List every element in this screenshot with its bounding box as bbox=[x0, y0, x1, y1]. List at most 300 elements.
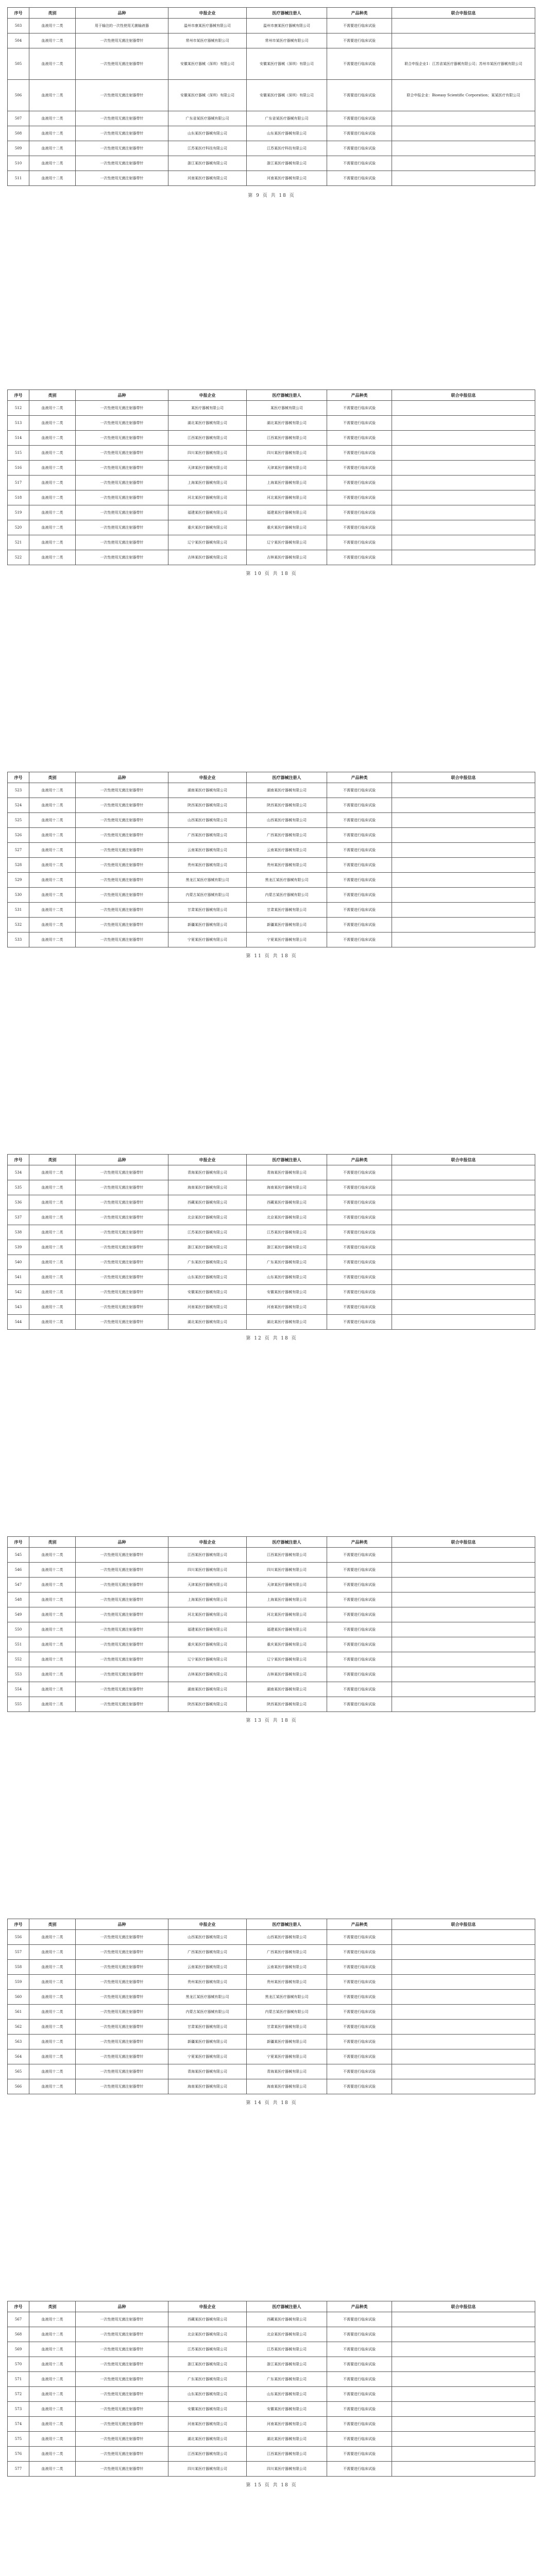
cell-joint-info bbox=[392, 2432, 535, 2447]
registration-table bbox=[7, 389, 535, 565]
table-row bbox=[8, 535, 535, 550]
cell-product-kind: 不需要进行临床试验 bbox=[327, 2357, 392, 2372]
cell-registrant: 江苏某医疗科技有限公司 bbox=[247, 141, 327, 156]
cell-serial: 552 bbox=[8, 1652, 29, 1667]
cell-applicant: 吉林某医疗器械有限公司 bbox=[168, 550, 247, 565]
cell-applicant: 浙江某医疗器械有限公司 bbox=[168, 1240, 247, 1255]
cell-product: 一次性使用无菌注射器带针 bbox=[76, 446, 168, 461]
cell-registrant: 四川某医疗器械有限公司 bbox=[247, 446, 327, 461]
cell-joint-info bbox=[392, 873, 535, 888]
cell-product-kind: 不需要进行临床试验 bbox=[327, 1697, 392, 1712]
cell-product: 一次性使用无菌注射器带针 bbox=[76, 1210, 168, 1225]
cell-product-kind: 不需要进行临床试验 bbox=[327, 858, 392, 873]
cell-registrant: 江西某医疗器械有限公司 bbox=[247, 431, 327, 446]
cell-product: 一次性使用无菌注射器带针 bbox=[76, 2064, 168, 2079]
cell-serial: 572 bbox=[8, 2387, 29, 2402]
column-header: 申报企业 bbox=[168, 390, 247, 401]
cell-category: 血液用十二类 bbox=[29, 476, 76, 490]
column-header: 产品种类 bbox=[327, 2301, 392, 2312]
cell-product-kind: 不需要进行临床试验 bbox=[327, 1285, 392, 1300]
column-header: 联合申报信息 bbox=[392, 1919, 535, 1930]
cell-serial: 573 bbox=[8, 2402, 29, 2417]
cell-joint-info bbox=[392, 1165, 535, 1180]
cell-applicant: 四川某医疗器械有限公司 bbox=[168, 2462, 247, 2477]
column-header: 序号 bbox=[8, 2301, 29, 2312]
cell-product-kind: 不需要进行临床试验 bbox=[327, 1300, 392, 1315]
cell-applicant: 青海某医疗器械有限公司 bbox=[168, 2064, 247, 2079]
cell-product: 一次性使用无菌注射器带针 bbox=[76, 1563, 168, 1578]
cell-serial: 548 bbox=[8, 1592, 29, 1607]
cell-joint-info: 联合申报企业：Bioeasy Scientific Corporation；某某医疗有限公司 bbox=[392, 80, 535, 111]
cell-category: 血液用十二类 bbox=[29, 19, 76, 33]
cell-serial: 557 bbox=[8, 1945, 29, 1960]
cell-category: 血液用十二类 bbox=[29, 2462, 76, 2477]
cell-applicant: 辽宁某医疗器械有限公司 bbox=[168, 535, 247, 550]
table-header-row bbox=[8, 772, 535, 783]
cell-applicant: 贵州某医疗器械有限公司 bbox=[168, 858, 247, 873]
column-header: 医疗器械注册人 bbox=[247, 390, 327, 401]
cell-product: 一次性使用无菌注射器带针 bbox=[76, 1667, 168, 1682]
cell-joint-info bbox=[392, 2402, 535, 2417]
cell-category: 血液用十二类 bbox=[29, 1607, 76, 1622]
cell-joint-info bbox=[392, 1607, 535, 1622]
column-header: 类别 bbox=[29, 1155, 76, 1165]
cell-joint-info bbox=[392, 1563, 535, 1578]
cell-category: 血液用十二类 bbox=[29, 2357, 76, 2372]
cell-joint-info bbox=[392, 1697, 535, 1712]
table-row bbox=[8, 843, 535, 858]
cell-product: 一次性使用无菌注射器带针 bbox=[76, 1945, 168, 1960]
cell-product: 一次性使用无菌注射器带针 bbox=[76, 2387, 168, 2402]
cell-serial: 554 bbox=[8, 1682, 29, 1697]
cell-category: 血液用十二类 bbox=[29, 461, 76, 476]
cell-product-kind: 不需要进行临床试验 bbox=[327, 2402, 392, 2417]
cell-category: 血液用十二类 bbox=[29, 111, 76, 126]
cell-category: 血液用十二类 bbox=[29, 2049, 76, 2064]
cell-product-kind: 不需要进行临床试验 bbox=[327, 1240, 392, 1255]
column-header: 品种 bbox=[76, 1537, 168, 1548]
cell-joint-info bbox=[392, 933, 535, 947]
table-row bbox=[8, 1682, 535, 1697]
cell-product-kind: 不需要进行临床试验 bbox=[327, 918, 392, 933]
cell-serial: 510 bbox=[8, 156, 29, 171]
cell-category: 血液用十二类 bbox=[29, 126, 76, 141]
column-header: 类别 bbox=[29, 1537, 76, 1548]
cell-registrant: 广西某医疗器械有限公司 bbox=[247, 1945, 327, 1960]
column-header: 产品种类 bbox=[327, 1537, 392, 1548]
table-row bbox=[8, 1165, 535, 1180]
cell-product-kind: 不需要进行临床试验 bbox=[327, 19, 392, 33]
column-header: 序号 bbox=[8, 8, 29, 19]
cell-serial: 526 bbox=[8, 828, 29, 843]
cell-joint-info bbox=[392, 1210, 535, 1225]
table-row bbox=[8, 1607, 535, 1622]
cell-product: 一次性使用无菌注射器带针 bbox=[76, 401, 168, 416]
cell-joint-info bbox=[392, 2020, 535, 2035]
cell-category: 血液用十二类 bbox=[29, 2079, 76, 2094]
table-row bbox=[8, 1285, 535, 1300]
cell-product: 一次性使用无菌注射器带针 bbox=[76, 2327, 168, 2342]
column-header: 医疗器械注册人 bbox=[247, 772, 327, 783]
cell-category: 血液用十二类 bbox=[29, 1240, 76, 1255]
cell-product: 一次性使用无菌注射器带针 bbox=[76, 476, 168, 490]
table-row bbox=[8, 1990, 535, 2005]
cell-joint-info bbox=[392, 1960, 535, 1975]
cell-joint-info bbox=[392, 2357, 535, 2372]
cell-registrant: 青海某医疗器械有限公司 bbox=[247, 1165, 327, 1180]
table-row bbox=[8, 2372, 535, 2387]
cell-applicant: 广东某医疗器械有限公司 bbox=[168, 2372, 247, 2387]
cell-registrant: 河南某医疗器械有限公司 bbox=[247, 171, 327, 186]
cell-product-kind: 不需要进行临床试验 bbox=[327, 2372, 392, 2387]
cell-product-kind: 不需要进行临床试验 bbox=[327, 141, 392, 156]
cell-serial: 505 bbox=[8, 48, 29, 80]
cell-serial: 566 bbox=[8, 2079, 29, 2094]
column-header: 联合申报信息 bbox=[392, 8, 535, 19]
cell-product-kind: 不需要进行临床试验 bbox=[327, 1180, 392, 1195]
cell-product-kind: 不需要进行临床试验 bbox=[327, 1195, 392, 1210]
cell-serial: 559 bbox=[8, 1975, 29, 1990]
cell-category: 血液用十二类 bbox=[29, 1195, 76, 1210]
document-page bbox=[0, 1911, 543, 2282]
cell-applicant: 山西某医疗器械有限公司 bbox=[168, 1930, 247, 1945]
cell-joint-info bbox=[392, 461, 535, 476]
cell-registrant: 贵州某医疗器械有限公司 bbox=[247, 858, 327, 873]
column-header: 序号 bbox=[8, 390, 29, 401]
cell-product-kind: 不需要进行临床试验 bbox=[327, 1270, 392, 1285]
table-row bbox=[8, 1622, 535, 1637]
table-row bbox=[8, 1225, 535, 1240]
cell-product: 一次性使用无菌注射器带针 bbox=[76, 33, 168, 48]
cell-applicant: 湖北某医疗器械有限公司 bbox=[168, 416, 247, 431]
cell-applicant: 江苏某医疗科技有限公司 bbox=[168, 141, 247, 156]
column-header: 序号 bbox=[8, 1155, 29, 1165]
cell-serial: 551 bbox=[8, 1637, 29, 1652]
cell-product: 用于输注的一次性使用无菌输液器 bbox=[76, 19, 168, 33]
cell-product: 一次性使用无菌注射器带针 bbox=[76, 2020, 168, 2035]
cell-product-kind: 不需要进行临床试验 bbox=[327, 1667, 392, 1682]
cell-registrant: 浙江某医疗器械有限公司 bbox=[247, 1240, 327, 1255]
table-row bbox=[8, 126, 535, 141]
cell-product-kind: 不需要进行临床试验 bbox=[327, 1165, 392, 1180]
cell-applicant: 山东某医疗器械有限公司 bbox=[168, 1270, 247, 1285]
cell-product-kind: 不需要进行临床试验 bbox=[327, 2327, 392, 2342]
cell-serial: 542 bbox=[8, 1285, 29, 1300]
cell-category: 血液用十二类 bbox=[29, 1975, 76, 1990]
cell-joint-info bbox=[392, 888, 535, 903]
cell-category: 血液用十二类 bbox=[29, 2342, 76, 2357]
cell-product: 一次性使用无菌注射器带针 bbox=[76, 126, 168, 141]
cell-applicant: 江苏某医疗器械有限公司 bbox=[168, 1225, 247, 1240]
cell-joint-info bbox=[392, 1225, 535, 1240]
cell-category: 血液用十二类 bbox=[29, 1622, 76, 1637]
cell-product-kind: 不需要进行临床试验 bbox=[327, 1652, 392, 1667]
cell-registrant: 江苏某医疗器械有限公司 bbox=[247, 2342, 327, 2357]
cell-applicant: 温州市康某医疗器械有限公司 bbox=[168, 19, 247, 33]
cell-serial: 546 bbox=[8, 1563, 29, 1578]
cell-product: 一次性使用无菌注射器带针 bbox=[76, 490, 168, 505]
cell-registrant: 山东某医疗器械有限公司 bbox=[247, 126, 327, 141]
cell-category: 血液用十二类 bbox=[29, 873, 76, 888]
cell-category: 血液用十二类 bbox=[29, 1210, 76, 1225]
table-row bbox=[8, 1315, 535, 1330]
cell-joint-info bbox=[392, 1622, 535, 1637]
page-number: 第 10 页 共 18 页 bbox=[246, 571, 297, 577]
cell-serial: 532 bbox=[8, 918, 29, 933]
cell-joint-info bbox=[392, 1548, 535, 1563]
cell-joint-info bbox=[392, 2462, 535, 2477]
cell-registrant: 北京某医疗器械有限公司 bbox=[247, 1210, 327, 1225]
cell-applicant: 北京某医疗器械有限公司 bbox=[168, 2327, 247, 2342]
cell-applicant: 贵州某医疗器械有限公司 bbox=[168, 1975, 247, 1990]
cell-product-kind: 不需要进行临床试验 bbox=[327, 873, 392, 888]
cell-category: 血液用十二类 bbox=[29, 888, 76, 903]
cell-product-kind: 不需要进行临床试验 bbox=[327, 1548, 392, 1563]
cell-product-kind: 不需要进行临床试验 bbox=[327, 535, 392, 550]
cell-registrant: 四川某医疗器械有限公司 bbox=[247, 1563, 327, 1578]
cell-applicant: 陕西某医疗器械有限公司 bbox=[168, 798, 247, 813]
table-row bbox=[8, 873, 535, 888]
cell-product-kind: 不需要进行临床试验 bbox=[327, 1945, 392, 1960]
cell-product-kind: 不需要进行临床试验 bbox=[327, 1960, 392, 1975]
cell-applicant: 宁夏某医疗器械有限公司 bbox=[168, 2049, 247, 2064]
cell-joint-info bbox=[392, 2327, 535, 2342]
page-number: 第 9 页 共 18 页 bbox=[248, 193, 295, 198]
cell-applicant: 湖北某医疗器械有限公司 bbox=[168, 1315, 247, 1330]
cell-registrant: 湖北某医疗器械有限公司 bbox=[247, 416, 327, 431]
cell-product: 一次性使用无菌注射器带针 bbox=[76, 505, 168, 520]
cell-joint-info bbox=[392, 903, 535, 918]
cell-category: 血液用十二类 bbox=[29, 1697, 76, 1712]
cell-product: 一次性使用无菌注射器带针 bbox=[76, 2462, 168, 2477]
cell-serial: 521 bbox=[8, 535, 29, 550]
cell-serial: 536 bbox=[8, 1195, 29, 1210]
column-header: 联合申报信息 bbox=[392, 1537, 535, 1548]
cell-applicant: 湖南某医疗器械有限公司 bbox=[168, 783, 247, 798]
column-header: 品种 bbox=[76, 2301, 168, 2312]
cell-serial: 509 bbox=[8, 141, 29, 156]
cell-applicant: 陕西某医疗器械有限公司 bbox=[168, 1697, 247, 1712]
cell-product-kind: 不需要进行临床试验 bbox=[327, 843, 392, 858]
cell-category: 血液用十二类 bbox=[29, 2417, 76, 2432]
cell-joint-info bbox=[392, 798, 535, 813]
table-row bbox=[8, 858, 535, 873]
cell-category: 血液用十二类 bbox=[29, 401, 76, 416]
cell-joint-info bbox=[392, 550, 535, 565]
table-row bbox=[8, 783, 535, 798]
document-page bbox=[0, 765, 543, 1136]
registration-table bbox=[7, 2301, 535, 2477]
cell-product: 一次性使用无菌注射器带针 bbox=[76, 933, 168, 947]
cell-registrant: 陕西某医疗器械有限公司 bbox=[247, 798, 327, 813]
cell-serial: 515 bbox=[8, 446, 29, 461]
page-number: 第 12 页 共 18 页 bbox=[246, 1336, 297, 1341]
column-header: 申报企业 bbox=[168, 1919, 247, 1930]
cell-product-kind: 不需要进行临床试验 bbox=[327, 2049, 392, 2064]
cell-joint-info bbox=[392, 111, 535, 126]
table-row bbox=[8, 1975, 535, 1990]
cell-joint-info bbox=[392, 1195, 535, 1210]
cell-serial: 568 bbox=[8, 2327, 29, 2342]
cell-serial: 503 bbox=[8, 19, 29, 33]
table-header-row bbox=[8, 390, 535, 401]
column-header: 医疗器械注册人 bbox=[247, 1155, 327, 1165]
cell-registrant: 浙江某医疗器械有限公司 bbox=[247, 2357, 327, 2372]
column-header: 联合申报信息 bbox=[392, 2301, 535, 2312]
cell-joint-info bbox=[392, 171, 535, 186]
cell-product: 一次性使用无菌注射器带针 bbox=[76, 888, 168, 903]
table-row bbox=[8, 813, 535, 828]
cell-registrant: 青海某医疗器械有限公司 bbox=[247, 2064, 327, 2079]
cell-applicant: 北京某医疗器械有限公司 bbox=[168, 1210, 247, 1225]
cell-category: 血液用十二类 bbox=[29, 1270, 76, 1285]
cell-serial: 558 bbox=[8, 1960, 29, 1975]
table-row bbox=[8, 1667, 535, 1682]
table-row bbox=[8, 933, 535, 947]
cell-joint-info bbox=[392, 1180, 535, 1195]
cell-product-kind: 不需要进行临床试验 bbox=[327, 401, 392, 416]
cell-category: 血液用十二类 bbox=[29, 2312, 76, 2327]
cell-joint-info bbox=[392, 2342, 535, 2357]
cell-registrant: 四川某医疗器械有限公司 bbox=[247, 2462, 327, 2477]
cell-applicant: 江西某医疗器械有限公司 bbox=[168, 2447, 247, 2462]
cell-registrant: 福建某医疗器械有限公司 bbox=[247, 505, 327, 520]
column-header: 序号 bbox=[8, 1537, 29, 1548]
cell-joint-info bbox=[392, 2064, 535, 2079]
cell-registrant: 内蒙古某医疗器械有限公司 bbox=[247, 888, 327, 903]
cell-joint-info bbox=[392, 2447, 535, 2462]
table-row bbox=[8, 1563, 535, 1578]
table-row bbox=[8, 2005, 535, 2020]
cell-applicant: 某医疗器械有限公司 bbox=[168, 401, 247, 416]
column-header: 申报企业 bbox=[168, 772, 247, 783]
table-row bbox=[8, 1548, 535, 1563]
table-header-row bbox=[8, 2301, 535, 2312]
table-row bbox=[8, 2079, 535, 2094]
cell-registrant: 甘肃某医疗器械有限公司 bbox=[247, 903, 327, 918]
cell-product-kind: 不需要进行临床试验 bbox=[327, 111, 392, 126]
table-row bbox=[8, 520, 535, 535]
cell-registrant: 黑龙江某医疗器械有限公司 bbox=[247, 873, 327, 888]
cell-joint-info bbox=[392, 1990, 535, 2005]
column-header: 医疗器械注册人 bbox=[247, 8, 327, 19]
cell-product-kind: 不需要进行临床试验 bbox=[327, 431, 392, 446]
cell-registrant: 宁夏某医疗器械有限公司 bbox=[247, 933, 327, 947]
cell-serial: 524 bbox=[8, 798, 29, 813]
cell-product: 一次性使用无菌注射器带针 bbox=[76, 48, 168, 80]
registration-table bbox=[7, 7, 535, 186]
cell-joint-info bbox=[392, 1637, 535, 1652]
cell-product-kind: 不需要进行临床试验 bbox=[327, 550, 392, 565]
cell-category: 血液用十二类 bbox=[29, 2035, 76, 2049]
column-header: 医疗器械注册人 bbox=[247, 2301, 327, 2312]
cell-category: 血液用十二类 bbox=[29, 1300, 76, 1315]
cell-category: 血液用十二类 bbox=[29, 1578, 76, 1592]
cell-joint-info bbox=[392, 918, 535, 933]
cell-joint-info bbox=[392, 1652, 535, 1667]
cell-category: 血液用十二类 bbox=[29, 2327, 76, 2342]
cell-joint-info bbox=[392, 156, 535, 171]
cell-product-kind: 不需要进行临床试验 bbox=[327, 1578, 392, 1592]
cell-joint-info bbox=[392, 126, 535, 141]
table-row bbox=[8, 1697, 535, 1712]
cell-registrant: 湖北某医疗器械有限公司 bbox=[247, 1315, 327, 1330]
cell-registrant: 黑龙江某医疗器械有限公司 bbox=[247, 1990, 327, 2005]
cell-product: 一次性使用无菌注射器带针 bbox=[76, 783, 168, 798]
cell-product: 一次性使用无菌注射器带针 bbox=[76, 2417, 168, 2432]
cell-category: 血液用十二类 bbox=[29, 858, 76, 873]
cell-registrant: 海南某医疗器械有限公司 bbox=[247, 2079, 327, 2094]
cell-category: 血液用十二类 bbox=[29, 2387, 76, 2402]
cell-applicant: 湖南某医疗器械有限公司 bbox=[168, 1682, 247, 1697]
table-row bbox=[8, 48, 535, 80]
cell-registrant: 温州市康某医疗器械有限公司 bbox=[247, 19, 327, 33]
cell-registrant: 海南某医疗器械有限公司 bbox=[247, 1180, 327, 1195]
column-header: 申报企业 bbox=[168, 2301, 247, 2312]
cell-joint-info bbox=[392, 431, 535, 446]
cell-serial: 539 bbox=[8, 1240, 29, 1255]
cell-registrant: 山西某医疗器械有限公司 bbox=[247, 813, 327, 828]
cell-registrant: 陕西某医疗器械有限公司 bbox=[247, 1697, 327, 1712]
table-row bbox=[8, 1637, 535, 1652]
cell-registrant: 湖南某医疗器械有限公司 bbox=[247, 1682, 327, 1697]
cell-applicant: 广西某医疗器械有限公司 bbox=[168, 828, 247, 843]
document-page bbox=[0, 1529, 543, 1900]
cell-serial: 528 bbox=[8, 858, 29, 873]
cell-product: 一次性使用无菌注射器带针 bbox=[76, 2079, 168, 2094]
cell-registrant: 新疆某医疗器械有限公司 bbox=[247, 2035, 327, 2049]
cell-joint-info bbox=[392, 858, 535, 873]
cell-serial: 563 bbox=[8, 2035, 29, 2049]
cell-product: 一次性使用无菌注射器带针 bbox=[76, 2342, 168, 2357]
cell-applicant: 海南某医疗器械有限公司 bbox=[168, 1180, 247, 1195]
cell-serial: 570 bbox=[8, 2357, 29, 2372]
cell-category: 血液用十二类 bbox=[29, 798, 76, 813]
cell-product-kind: 不需要进行临床试验 bbox=[327, 33, 392, 48]
cell-registrant: 安徽某医疗器械有限公司 bbox=[247, 2402, 327, 2417]
cell-registrant: 河北某医疗器械有限公司 bbox=[247, 1607, 327, 1622]
cell-category: 血液用十二类 bbox=[29, 903, 76, 918]
cell-joint-info bbox=[392, 2387, 535, 2402]
cell-registrant: 广东某医疗器械有限公司 bbox=[247, 1255, 327, 1270]
registration-table bbox=[7, 772, 535, 947]
table-row bbox=[8, 1945, 535, 1960]
cell-registrant: 天津某医疗器械有限公司 bbox=[247, 461, 327, 476]
column-header: 类别 bbox=[29, 772, 76, 783]
cell-applicant: 辽宁某医疗器械有限公司 bbox=[168, 1652, 247, 1667]
table-row bbox=[8, 446, 535, 461]
cell-product-kind: 不需要进行临床试验 bbox=[327, 2005, 392, 2020]
cell-product-kind: 不需要进行临床试验 bbox=[327, 446, 392, 461]
cell-joint-info bbox=[392, 828, 535, 843]
cell-category: 血液用十二类 bbox=[29, 1652, 76, 1667]
cell-serial: 555 bbox=[8, 1697, 29, 1712]
cell-product-kind: 不需要进行临床试验 bbox=[327, 126, 392, 141]
column-header: 联合申报信息 bbox=[392, 390, 535, 401]
cell-serial: 508 bbox=[8, 126, 29, 141]
cell-product-kind: 不需要进行临床试验 bbox=[327, 828, 392, 843]
cell-serial: 541 bbox=[8, 1270, 29, 1285]
cell-registrant: 甘肃某医疗器械有限公司 bbox=[247, 2020, 327, 2035]
cell-category: 血液用十二类 bbox=[29, 505, 76, 520]
cell-product: 一次性使用无菌注射器带针 bbox=[76, 535, 168, 550]
cell-registrant: 上海某医疗器械有限公司 bbox=[247, 1592, 327, 1607]
cell-serial: 529 bbox=[8, 873, 29, 888]
cell-applicant: 海南某医疗器械有限公司 bbox=[168, 2079, 247, 2094]
table-row bbox=[8, 2432, 535, 2447]
cell-category: 血液用十二类 bbox=[29, 416, 76, 431]
cell-category: 血液用十二类 bbox=[29, 1667, 76, 1682]
